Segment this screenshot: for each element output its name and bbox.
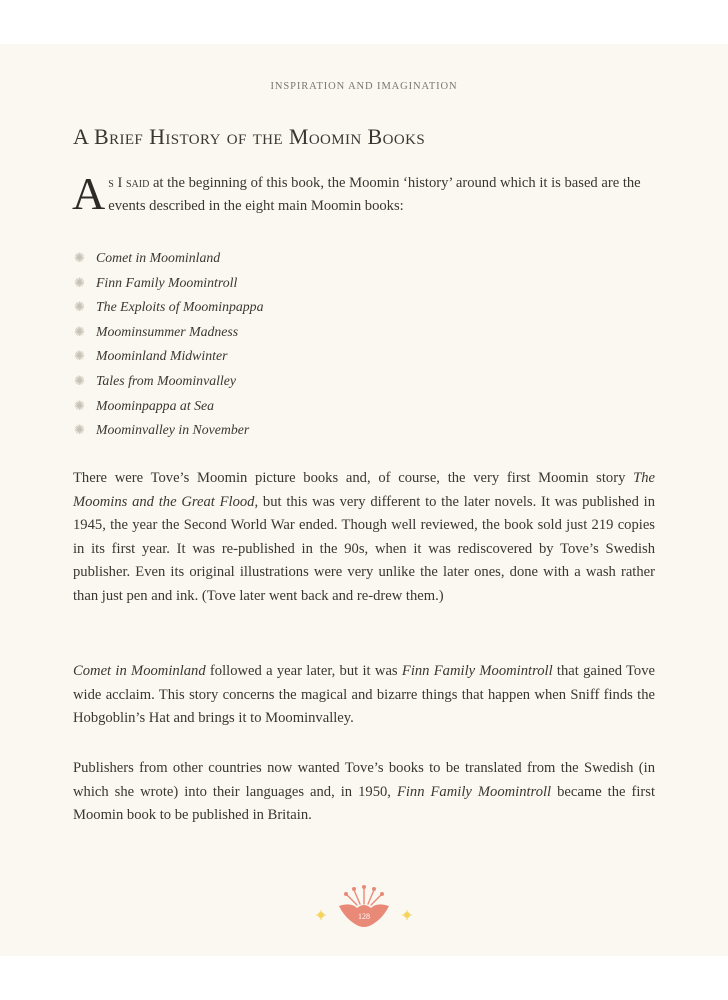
star-flower-icon: ✺ <box>74 372 85 388</box>
chapter-title-rest: rief History of the Moomin Books <box>109 124 426 149</box>
star-flower-icon: ✺ <box>74 422 85 438</box>
book-title: Finn Family Moomintroll <box>96 274 238 290</box>
list-item <box>74 394 263 419</box>
book-title: Moominpappa at Sea <box>96 397 215 413</box>
running-head: INSPIRATION AND IMAGINATION <box>270 81 458 92</box>
list-item <box>74 369 263 394</box>
body-paragraph <box>73 757 655 828</box>
body-paragraph <box>73 660 655 731</box>
star-flower-icon: ✺ <box>74 274 85 290</box>
book-title: Comet in Moominland <box>96 250 221 265</box>
star-flower-icon: ✺ <box>74 323 85 339</box>
page-number-ornament <box>307 882 421 932</box>
star-flower-icon: ✺ <box>74 299 85 315</box>
paragraph-text: There were Tove’s Moomin picture books and, of course, the very first Moomin story <box>73 470 634 486</box>
list-item <box>74 271 263 296</box>
list-item <box>74 295 263 320</box>
list-item <box>74 344 263 369</box>
list-item <box>74 320 263 345</box>
book-list <box>74 246 263 443</box>
drop-cap: A <box>72 168 106 219</box>
list-item <box>74 418 263 443</box>
book-title: Tales from Moominvalley <box>96 372 237 388</box>
paragraph-text: became the first Moomin book to be published in Britain. <box>73 783 656 823</box>
intro-text: at the beginning of this book, the Moomin ‘history’ around which it is based are the events described in the eight main Moomin books: <box>108 175 641 214</box>
book-title-italic: Finn Family Moomintroll <box>396 783 552 800</box>
book-title-italic: Comet in Moominland <box>73 663 206 679</box>
paragraph-text: followed a year later, but it was <box>205 663 402 679</box>
book-page <box>0 44 728 956</box>
book-title: Moominland Midwinter <box>96 348 228 364</box>
chapter-title-initial: A B <box>73 124 110 149</box>
paragraph-text: , but this was very different to the later novels. It was published in 1945, the year the Second World War ended. Though well reviewed, the book sold just 219 copies in its first year. It was re-published in the 90s, when it was rediscovered by Tove’s Swedish publisher. Even its original illustrations were very unlike the later ones, done with a wash rather than just pen and ink. (Tove later went back and re-drew them.) <box>73 493 656 604</box>
paragraph-text: Publishers from other countries now wanted Tove’s books to be translated from the Swedish (in which she wrote) into their languages and, in 1950, <box>73 760 655 800</box>
paragraph-text: that gained Tove wide acclaim. This story concerns the magical and bizarre things that happen when Sniff finds the Hobgoblin’s Hat and brings it to Moominvalley. <box>73 663 656 726</box>
star-flower-icon: ✺ <box>74 348 85 364</box>
list-item <box>74 246 263 271</box>
book-title-italic: Finn Family Moomintroll <box>401 663 553 679</box>
star-flower-icon: ✺ <box>74 250 85 265</box>
book-title: Moominsummer Madness <box>96 323 239 339</box>
intro-paragraph <box>72 168 655 219</box>
book-title: Moominvalley in November <box>96 422 250 438</box>
chapter-title <box>73 124 673 150</box>
book-title: The Exploits of Moominpappa <box>96 299 264 315</box>
intro-lead: s I said <box>108 175 150 191</box>
star-flower-icon: ✺ <box>74 397 85 413</box>
flower-ornament-icon <box>307 882 421 932</box>
book-title-italic: The Moomins and the Great Flood <box>73 470 655 510</box>
page-number: 128 <box>358 912 370 921</box>
body-paragraph <box>73 467 655 608</box>
